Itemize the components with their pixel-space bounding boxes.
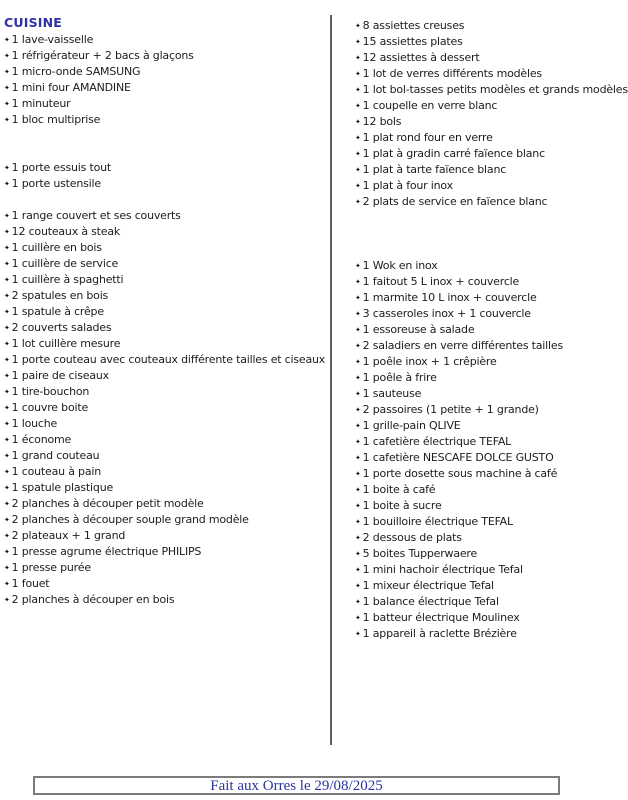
list-item [355,594,628,610]
list-item [4,48,328,64]
bullet-icon: ✦ [4,100,10,108]
bullet-icon: ✦ [4,516,10,524]
bullet-icon: ✦ [355,102,361,110]
bullet-icon: ✦ [355,502,361,510]
list-item-label: 1 plat rond four en verre [362,131,493,144]
list-item-label: 2 plats de service en faïence blanc [362,195,548,208]
bullet-icon: ✦ [355,438,361,446]
list-item-label: 1 lot cuillère mesure [11,337,121,350]
page-title: CUISINE [4,15,63,30]
list-item [355,338,628,354]
bullet-icon: ✦ [355,374,361,382]
list-item-label: 1 grille-pain QLIVE [362,419,461,432]
list-item [4,240,328,256]
list-item-label: 1 cafetière NESCAFE DOLCE GUSTO [362,451,554,464]
list-item-label: 1 plat à gradin carré faïence blanc [362,147,545,160]
bullet-icon: ✦ [355,406,361,414]
bullet-icon: ✦ [4,212,10,220]
bullet-icon: ✦ [4,228,10,236]
list-item [4,112,328,128]
bullet-icon: ✦ [4,580,10,588]
list-item [355,34,628,50]
list-item [4,32,328,48]
bullet-icon: ✦ [4,308,10,316]
bullet-icon: ✦ [355,470,361,478]
bullet-icon: ✦ [355,550,361,558]
bullet-icon: ✦ [4,452,10,460]
bullet-icon: ✦ [355,262,361,270]
blank-line [4,128,328,144]
bullet-icon: ✦ [4,420,10,428]
list-item [4,576,328,592]
list-item-label: 1 cafetière électrique TEFAL [362,435,512,448]
list-item-label: 2 dessous de plats [362,531,462,544]
list-item [355,18,628,34]
list-item-label: 1 mini four AMANDINE [11,81,131,94]
list-item [4,288,328,304]
bullet-icon: ✦ [355,390,361,398]
list-item [355,562,628,578]
list-item [4,208,328,224]
list-item [4,400,328,416]
bullet-icon: ✦ [4,372,10,380]
list-item-label: 1 spatule à crêpe [11,305,104,318]
list-item-label: 1 paire de ciseaux [11,369,109,382]
blank-line [355,242,628,258]
list-item [4,352,328,368]
list-item [355,466,628,482]
list-item-label: 1 boite à café [362,483,436,496]
bullet-icon: ✦ [355,70,361,78]
bullet-icon: ✦ [355,54,361,62]
list-item [4,512,328,528]
list-item [4,176,328,192]
list-item-label: 1 porte essuis tout [11,161,111,174]
bullet-icon: ✦ [355,182,361,190]
list-item-label: 1 bloc multiprise [11,113,101,126]
list-item [355,514,628,530]
bullet-icon: ✦ [4,116,10,124]
list-item [355,50,628,66]
list-item-label: 2 planches à découper petit modèle [11,497,204,510]
list-item-label: 1 plat à four inox [362,179,453,192]
list-item-label: 3 casseroles inox + 1 couvercle [362,307,531,320]
bullet-icon: ✦ [4,436,10,444]
blank-line [4,192,328,208]
list-item [4,256,328,272]
bullet-icon: ✦ [355,310,361,318]
list-item [355,434,628,450]
item-list-right [355,18,628,642]
bullet-icon: ✦ [355,118,361,126]
list-item-label: 1 porte couteau avec couteaux différente tailles et ciseaux [11,353,326,366]
list-item-label: 1 presse agrume électrique PHILIPS [11,545,202,558]
blank-line [355,210,628,226]
bullet-icon: ✦ [4,564,10,572]
list-item [355,162,628,178]
list-item-label: 2 passoires (1 petite + 1 grande) [362,403,539,416]
bullet-icon: ✦ [355,358,361,366]
bullet-icon: ✦ [4,388,10,396]
list-item-label: 15 assiettes plates [362,35,463,48]
list-item-label: 2 couverts salades [11,321,112,334]
list-item-label: 5 boites Tupperwaere [362,547,478,560]
list-item [4,528,328,544]
bullet-icon: ✦ [4,404,10,412]
list-item [4,544,328,560]
list-item-label: 1 fouet [11,577,50,590]
list-item-label: 1 coupelle en verre blanc [362,99,498,112]
list-item-label: 12 couteaux à steak [11,225,121,238]
list-item [355,498,628,514]
list-item-label: 1 batteur électrique Moulinex [362,611,520,624]
list-item [355,258,628,274]
list-item-label: 12 assiettes à dessert [362,51,480,64]
bullet-icon: ✦ [4,164,10,172]
bullet-icon: ✦ [4,68,10,76]
list-item-label: 1 cuillère en bois [11,241,102,254]
list-item [355,354,628,370]
list-item-label: 1 poêle inox + 1 crêpière [362,355,497,368]
list-item-label: 1 lave-vaisselle [11,33,94,46]
list-item-label: 1 poêle à frire [362,371,437,384]
bullet-icon: ✦ [355,166,361,174]
list-item [355,402,628,418]
bullet-icon: ✦ [355,342,361,350]
list-item [355,322,628,338]
bullet-icon: ✦ [355,598,361,606]
list-item [355,274,628,290]
list-item [355,386,628,402]
list-item-label: 1 grand couteau [11,449,100,462]
list-item-label: 2 plateaux + 1 grand [11,529,126,542]
list-item-label: 1 minuteur [11,97,71,110]
bullet-icon: ✦ [4,260,10,268]
bullet-icon: ✦ [4,356,10,364]
list-item [355,370,628,386]
bullet-icon: ✦ [4,484,10,492]
bullet-icon: ✦ [355,582,361,590]
bullet-icon: ✦ [355,150,361,158]
list-item-label: 2 spatules en bois [11,289,109,302]
list-item [4,80,328,96]
bullet-icon: ✦ [355,454,361,462]
bullet-icon: ✦ [4,244,10,252]
list-item-label: 12 bols [362,115,402,128]
bullet-icon: ✦ [4,532,10,540]
list-item-label: 1 boite à sucre [362,499,442,512]
list-item [355,482,628,498]
list-item [4,416,328,432]
bullet-icon: ✦ [355,422,361,430]
list-item [4,224,328,240]
list-item [355,530,628,546]
list-item [355,418,628,434]
column-divider-line [330,15,332,745]
list-item-label: 1 tire-bouchon [11,385,90,398]
list-item-label: 1 lot bol-tasses petits modèles et grands modèles [362,83,628,96]
list-item-label: 2 planches à découper souple grand modèle [11,513,249,526]
list-item [4,320,328,336]
list-item-label: 1 mixeur électrique Tefal [362,579,494,592]
bullet-icon: ✦ [355,278,361,286]
list-item [355,306,628,322]
bullet-icon: ✦ [4,500,10,508]
list-item-label: 1 couteau à pain [11,465,101,478]
bullet-icon: ✦ [355,198,361,206]
list-item [4,464,328,480]
list-item-label: 1 presse purée [11,561,91,574]
list-item [4,560,328,576]
list-item [4,96,328,112]
bullet-icon: ✦ [355,326,361,334]
list-item-label: 1 bouilloire électrique TEFAL [362,515,513,528]
list-item-label: 2 saladiers en verre différentes tailles [362,339,563,352]
bullet-icon: ✦ [4,468,10,476]
bullet-icon: ✦ [4,324,10,332]
bullet-icon: ✦ [4,596,10,604]
list-item [4,480,328,496]
list-item [355,178,628,194]
list-item [355,578,628,594]
list-item [4,64,328,80]
list-item [355,146,628,162]
list-item [4,496,328,512]
list-item-label: 1 micro-onde SAMSUNG [11,65,141,78]
bullet-icon: ✦ [4,276,10,284]
list-item [355,626,628,642]
bullet-icon: ✦ [355,86,361,94]
list-item [355,98,628,114]
list-item [355,82,628,98]
list-item [355,450,628,466]
list-item-label: 1 lot de verres différents modèles [362,67,542,80]
list-item [355,610,628,626]
footer-text: Fait aux Orres le 29/08/2025 [210,778,383,794]
bullet-icon: ✦ [355,134,361,142]
list-item [4,448,328,464]
bullet-icon: ✦ [4,52,10,60]
list-item-label: 1 faitout 5 L inox + couvercle [362,275,520,288]
list-item [355,290,628,306]
list-item-label: 1 Wok en inox [362,259,438,272]
list-item [4,304,328,320]
list-item-label: 1 marmite 10 L inox + couvercle [362,291,537,304]
list-item-label: 1 porte dosette sous machine à café [362,467,558,480]
list-item-label: 1 appareil à raclette Brézière [362,627,517,640]
list-item [355,546,628,562]
column-right [330,0,628,642]
list-item [355,66,628,82]
bullet-icon: ✦ [355,614,361,622]
list-item-label: 1 range couvert et ses couverts [11,209,181,222]
bullet-icon: ✦ [355,486,361,494]
bullet-icon: ✦ [4,292,10,300]
list-item-label: 1 réfrigérateur + 2 bacs à glaçons [11,49,194,62]
bullet-icon: ✦ [355,566,361,574]
bullet-icon: ✦ [4,36,10,44]
bullet-icon: ✦ [355,630,361,638]
bullet-icon: ✦ [355,38,361,46]
list-item-label: 1 louche [11,417,58,430]
list-item-label: 1 mini hachoir électrique Tefal [362,563,523,576]
bullet-icon: ✦ [355,294,361,302]
blank-line [4,144,328,160]
bullet-icon: ✦ [4,84,10,92]
list-item [4,272,328,288]
list-item [4,592,328,608]
blank-line [355,226,628,242]
list-item-label: 1 plat à tarte faïence blanc [362,163,507,176]
bullet-icon: ✦ [4,180,10,188]
list-item [4,336,328,352]
list-item-label: 1 spatule plastique [11,481,114,494]
list-item-label: 1 couvre boite [11,401,89,414]
bullet-icon: ✦ [355,22,361,30]
list-item [4,160,328,176]
list-item-label: 1 cuillère à spaghetti [11,273,124,286]
bullet-icon: ✦ [355,534,361,542]
item-list-left [4,32,328,608]
list-item-label: 1 essoreuse à salade [362,323,475,336]
footer-box [33,776,560,795]
list-item-label: 1 balance électrique Tefal [362,595,499,608]
list-item-label: 1 économe [11,433,72,446]
list-item-label: 1 sauteuse [362,387,422,400]
list-item [4,368,328,384]
list-item-label: 8 assiettes creuses [362,19,465,32]
list-item [4,384,328,400]
bullet-icon: ✦ [355,518,361,526]
list-item [4,432,328,448]
list-item [355,194,628,210]
list-item-label: 1 porte ustensile [11,177,101,190]
list-item-label: 1 cuillère de service [11,257,119,270]
list-item-label: 2 planches à découper en bois [11,593,175,606]
list-item [355,130,628,146]
bullet-icon: ✦ [4,548,10,556]
list-item [355,114,628,130]
bullet-icon: ✦ [4,340,10,348]
column-left [0,0,330,642]
